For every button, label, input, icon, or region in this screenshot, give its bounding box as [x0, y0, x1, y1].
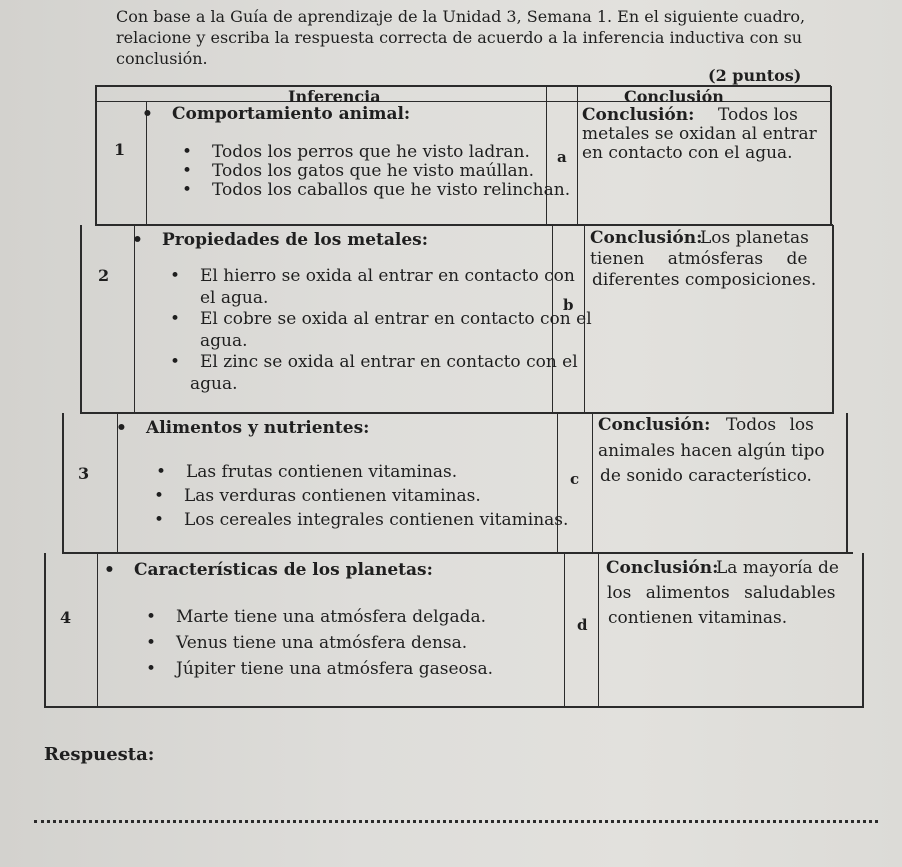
- row-number: 2: [98, 266, 110, 285]
- answer-letter: c: [570, 470, 580, 488]
- left-border-2: [80, 225, 82, 413]
- inference-item: agua.: [200, 331, 248, 351]
- num-col-divider-2: [134, 225, 135, 413]
- conclusion-label: Conclusión:: [606, 558, 719, 578]
- right-border-4: [862, 553, 864, 708]
- table-bottom-border: [44, 706, 864, 708]
- right-border-2: [832, 225, 834, 413]
- mid-divider-d-left: [564, 553, 565, 708]
- inference-item: • El hierro se oxida al entrar en contacto con: [200, 266, 575, 287]
- header-inferencia: Inferencia: [288, 87, 381, 106]
- conclusion-line: diferentes composiciones.: [592, 270, 817, 290]
- conclusion-line: de sonido característico.: [600, 466, 812, 486]
- row-title: • Alimentos y nutrientes:: [146, 418, 369, 439]
- conclusion-label: Conclusión:: [590, 228, 703, 248]
- conclusion-line: metales se oxidan al entrar: [582, 124, 817, 144]
- row-divider-1: [95, 224, 833, 226]
- inference-item: • Todos los gatos que he visto maúllan.: [212, 161, 534, 182]
- row-title: • Propiedades de los metales:: [162, 230, 428, 251]
- conclusion-line: los alimentos saludables: [607, 583, 836, 603]
- inference-item: • El cobre se oxida al entrar en contacto con el: [200, 309, 592, 330]
- row-title: • Comportamiento animal:: [172, 104, 410, 125]
- answer-label: Respuesta:: [44, 744, 155, 765]
- conclusion-line: tienen atmósferas de: [590, 249, 808, 269]
- right-border-1: [830, 86, 832, 225]
- mid-divider-a-left: [546, 86, 547, 225]
- conclusion-line: en contacto con el agua.: [582, 143, 793, 163]
- inference-item: • Júpiter tiene una atmósfera gaseosa.: [176, 659, 493, 680]
- inference-item: • Venus tiene una atmósfera densa.: [176, 633, 467, 654]
- inference-item: • Todos los caballos que he visto relinchan.: [212, 180, 570, 201]
- answer-letter: b: [563, 296, 574, 314]
- inference-item: agua.: [190, 374, 238, 394]
- left-border-3: [62, 413, 64, 553]
- row-divider-2: [80, 412, 834, 414]
- right-border-3: [846, 413, 848, 553]
- conclusion-label: Conclusión:: [598, 415, 711, 435]
- conclusion-line: Todos los: [726, 415, 814, 435]
- left-border-1: [95, 86, 97, 225]
- row-divider-3: [62, 552, 853, 554]
- left-border-4: [44, 553, 46, 708]
- answer-line[interactable]: [34, 820, 878, 823]
- conclusion-line: contienen vitaminas.: [608, 608, 788, 628]
- inference-item: el agua.: [200, 288, 269, 308]
- inference-item: • Las frutas contienen vitaminas.: [186, 462, 457, 483]
- inference-item: • El zinc se oxida al entrar en contacto con el: [200, 352, 578, 373]
- mid-divider-c-left: [557, 413, 558, 553]
- row-number: 1: [114, 140, 126, 159]
- header-conclusion: Conclusión: [624, 87, 724, 106]
- mid-divider-c-right: [592, 413, 593, 553]
- row-title: • Características de los planetas:: [134, 560, 433, 581]
- inference-item: • Todos los perros que he visto ladran.: [212, 142, 530, 163]
- inference-item: • Marte tiene una atmósfera delgada.: [176, 607, 486, 628]
- conclusion-line: Todos los: [718, 105, 798, 125]
- row-number: 3: [78, 464, 90, 483]
- row-number: 4: [60, 608, 72, 627]
- answer-letter: a: [557, 148, 567, 166]
- points-label: (2 puntos): [708, 66, 802, 85]
- answer-letter: d: [577, 616, 588, 634]
- conclusion-line: Los planetas: [700, 228, 809, 248]
- instructions: Con base a la Guía de aprendizaje de la Unidad 3, Semana 1. En el siguiente cuadro, relacione y escriba la respuesta correcta de acuerdo a la inferencia inductiva con su conclusión.: [116, 7, 806, 68]
- num-col-divider-4: [97, 553, 98, 708]
- mid-divider-a-right: [577, 86, 578, 225]
- conclusion-line: La mayoría de: [716, 558, 839, 578]
- mid-divider-d-right: [598, 553, 599, 708]
- inference-item: • Las verduras contienen vitaminas.: [184, 486, 481, 507]
- conclusion-line: animales hacen algún tipo: [598, 441, 825, 461]
- conclusion-label: Conclusión:: [582, 105, 695, 125]
- inference-item: • Los cereales integrales contienen vitaminas.: [184, 510, 568, 531]
